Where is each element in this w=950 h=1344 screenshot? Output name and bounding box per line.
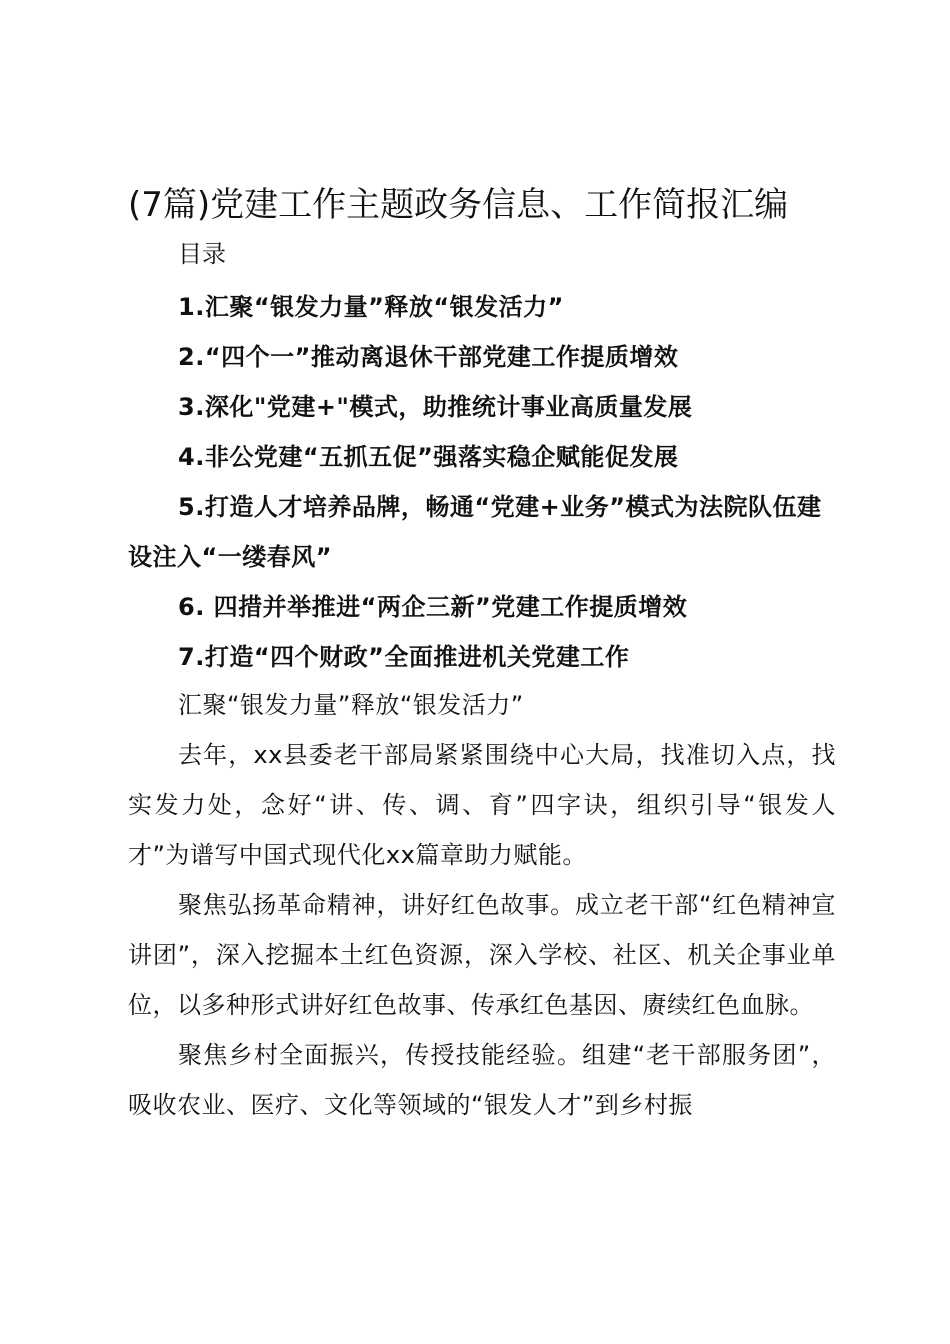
toc-item-3: 3.深化"党建+"模式，助推统计事业高质量发展 <box>178 393 693 421</box>
toc-item-1: 1.汇聚“银发力量”释放“银发活力” <box>178 293 564 321</box>
toc-item-5: 5.打造人才培养品牌，畅通“党建+业务”模式为法院队伍建设注入“一缕春风” <box>128 493 822 571</box>
table-of-contents <box>128 282 836 682</box>
toc-item-6: 6. 四措并举推进“两企三新”党建工作提质增效 <box>178 593 688 621</box>
article-heading: 汇聚“银发力量”释放“银发活力” <box>178 691 524 719</box>
article-body <box>128 680 836 1130</box>
paragraph-3: 聚焦乡村全面振兴，传授技能经验。组建“老干部服务团”，吸收农业、医疗、文化等领域的“银发人才”到乡村振 <box>128 1041 836 1119</box>
paragraph-1: 去年，xx县委老干部局紧紧围绕中心大局，找准切入点，找实发力处，念好“讲、传、调、育”四字诀，组织引导“银发人才”为谱写中国式现代化xx篇章助力赋能。 <box>128 741 836 869</box>
toc-item-7: 7.打造“四个财政”全面推进机关党建工作 <box>178 643 630 671</box>
toc-item-2: 2.“四个一”推动离退休干部党建工作提质增效 <box>178 343 679 371</box>
paragraph-2: 聚焦弘扬革命精神，讲好红色故事。成立老干部“红色精神宣讲团”，深入挖掘本土红色资源，深入学校、社区、机关企事业单位，以多种形式讲好红色故事、传承红色基因、赓续红色血脉。 <box>128 891 836 1019</box>
document-title: (7篇)党建工作主题政务信息、工作简报汇编 <box>128 185 789 225</box>
toc-item-4: 4.非公党建“五抓五促”强落实稳企赋能促发展 <box>178 443 679 471</box>
toc-heading: 目录 <box>178 240 226 268</box>
